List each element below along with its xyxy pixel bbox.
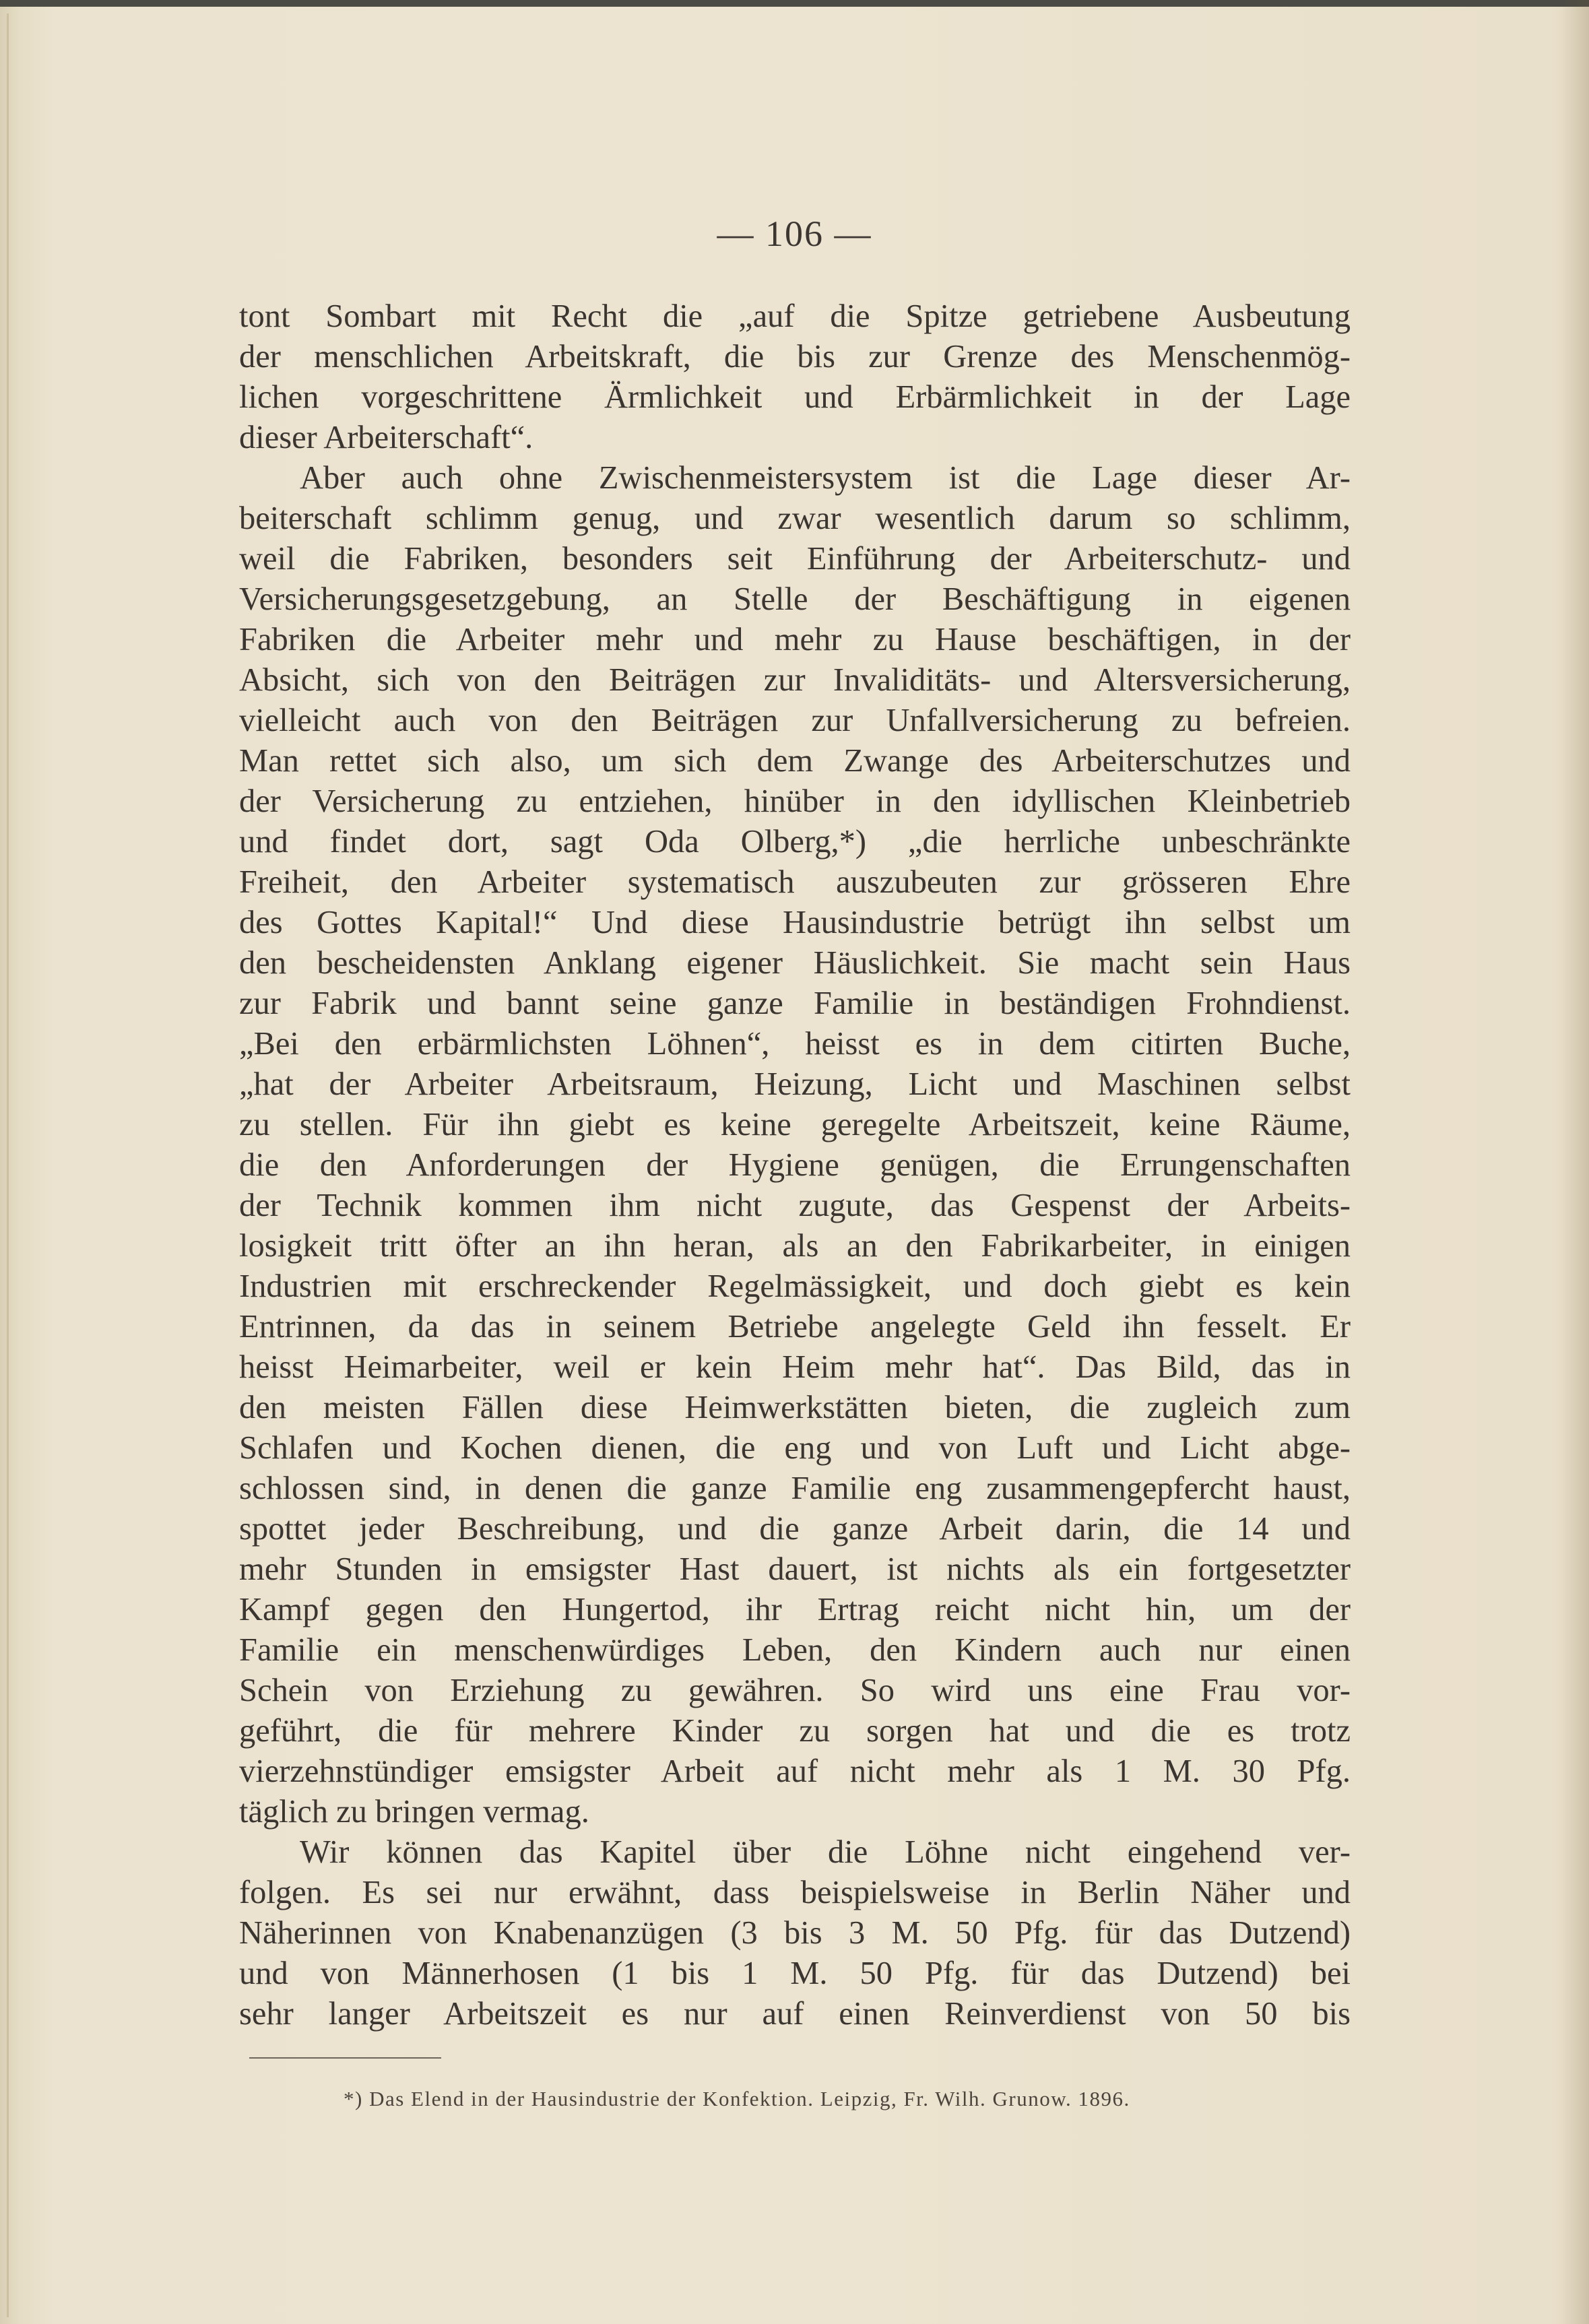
text-line: „Bei den erbärmlichsten Löhnen“, heisst es in dem citirten Buche, (239, 1026, 1351, 1062)
text-line: den meisten Fällen diese Heimwerkstätten bieten, die zugleich zum (239, 1390, 1351, 1425)
text-line: beiterschaft schlimm genug, und zwar wesentlich darum so schlimm, (239, 501, 1351, 536)
text-line: Fabriken die Arbeiter mehr und mehr zu Hause beschäftigen, in der (239, 622, 1351, 657)
text-line: Industrien mit erschreckender Regelmässigkeit, und doch giebt es kein (239, 1268, 1351, 1304)
text-line: Man rettet sich also, um sich dem Zwange des Arbeiterschutzes und (239, 743, 1351, 779)
text-line: der Technik kommen ihm nicht zugute, das Gespenst der Arbeits- (239, 1188, 1351, 1223)
text-line: Näherinnen von Knabenanzügen (3 bis 3 M. 50 Pfg. für das Dutzend) (239, 1915, 1351, 1951)
text-line: die den Anforderungen der Hygiene genügen, die Errungenschaften (239, 1147, 1351, 1183)
page-left-binding-rule (7, 13, 9, 2317)
text-line: Kampf gegen den Hungertod, ihr Ertrag reicht nicht hin, um der (239, 1592, 1351, 1627)
text-line: der Versicherung zu entziehen, hinüber in den idyllischen Kleinbetrieb (239, 783, 1351, 819)
text-line: den bescheidensten Anklang eigener Häuslichkeit. Sie macht sein Haus (239, 945, 1351, 981)
text-line: vierzehnstündiger emsigster Arbeit auf nicht mehr als 1 M. 30 Pfg. (239, 1753, 1351, 1789)
text-line: Wir können das Kapitel über die Löhne nicht eingehend ver- (300, 1834, 1351, 1870)
text-line: und findet dort, sagt Oda Olberg,*) „die herrliche unbeschränkte (239, 824, 1351, 860)
text-line: losigkeit tritt öfter an ihn heran, als an den Fabrikarbeiter, in einigen (239, 1228, 1351, 1264)
text-line: zur Fabrik und bannt seine ganze Familie in beständigen Frohndienst. (239, 986, 1351, 1021)
text-line: zu stellen. Für ihn giebt es keine geregelte Arbeitszeit, keine Räume, (239, 1107, 1351, 1142)
text-line: folgen. Es sei nur erwähnt, dass beispielsweise in Berlin Näher und (239, 1875, 1351, 1910)
footnote: *) Das Elend in der Hausindustrie der Konfektion. Leipzig, Fr. Wilh. Grunow. 1896. (344, 2087, 1130, 2110)
footnote-divider (249, 2057, 441, 2059)
page-number: — 106 — (717, 214, 872, 254)
text-line: mehr Stunden in emsigster Hast dauert, ist nichts als ein fortgesetzter (239, 1551, 1351, 1587)
text-line: schlossen sind, in denen die ganze Familie eng zusammengepfercht haust, (239, 1471, 1351, 1506)
text-line: heisst Heimarbeiter, weil er kein Heim mehr hat“. Das Bild, das in (239, 1349, 1351, 1385)
text-line: Schein von Erziehung zu gewähren. So wird uns eine Frau vor- (239, 1673, 1351, 1708)
text-line: Entrinnen, da das in seinem Betriebe angelegte Geld ihn fesselt. Er (239, 1309, 1351, 1345)
text-line: Familie ein menschenwürdiges Leben, den Kindern auch nur einen (239, 1632, 1351, 1668)
text-line: Schlafen und Kochen dienen, die eng und von Luft und Licht abge- (239, 1430, 1351, 1466)
text-line: der menschlichen Arbeitskraft, die bis zur Grenze des Menschenmög- (239, 339, 1351, 375)
text-line: sehr langer Arbeitszeit es nur auf einen Reinverdienst von 50 bis (239, 1996, 1351, 2032)
text-line: dieser Arbeiterschaft“. (239, 420, 533, 455)
body-text (239, 296, 1351, 2034)
text-line: Absicht, sich von den Beiträgen zur Invaliditäts- und Altersversicherung, (239, 662, 1351, 698)
text-line: tont Sombart mit Recht die „auf die Spitze getriebene Ausbeutung (239, 298, 1351, 334)
text-line: geführt, die für mehrere Kinder zu sorgen hat und die es trotz (239, 1713, 1351, 1749)
text-line: täglich zu bringen vermag. (239, 1794, 589, 1830)
text-line: Versicherungsgesetzgebung, an Stelle der Beschäftigung in eigenen (239, 581, 1351, 617)
text-line: „hat der Arbeiter Arbeitsraum, Heizung, Licht und Maschinen selbst (239, 1066, 1351, 1102)
text-line: und von Männerhosen (1 bis 1 M. 50 Pfg. für das Dutzend) bei (239, 1956, 1351, 1991)
text-line: spottet jeder Beschreibung, und die ganze Arbeit darin, die 14 und (239, 1511, 1351, 1547)
text-line: vielleicht auch von den Beiträgen zur Unfallversicherung zu befreien. (239, 703, 1351, 738)
text-line: des Gottes Kapital!“ Und diese Hausindustrie betrügt ihn selbst um (239, 905, 1351, 940)
text-line: Aber auch ohne Zwischenmeistersystem ist die Lage dieser Ar- (300, 460, 1351, 496)
text-line: weil die Fabriken, besonders seit Einführung der Arbeiterschutz- und (239, 541, 1351, 577)
page-right-shadow (1562, 0, 1589, 2324)
page-top-edge (0, 0, 1589, 7)
text-line: lichen vorgeschrittene Ärmlichkeit und Erbärmlichkeit in der Lage (239, 379, 1351, 415)
text-line: Freiheit, den Arbeiter systematisch auszubeuten zur grösseren Ehre (239, 864, 1351, 900)
